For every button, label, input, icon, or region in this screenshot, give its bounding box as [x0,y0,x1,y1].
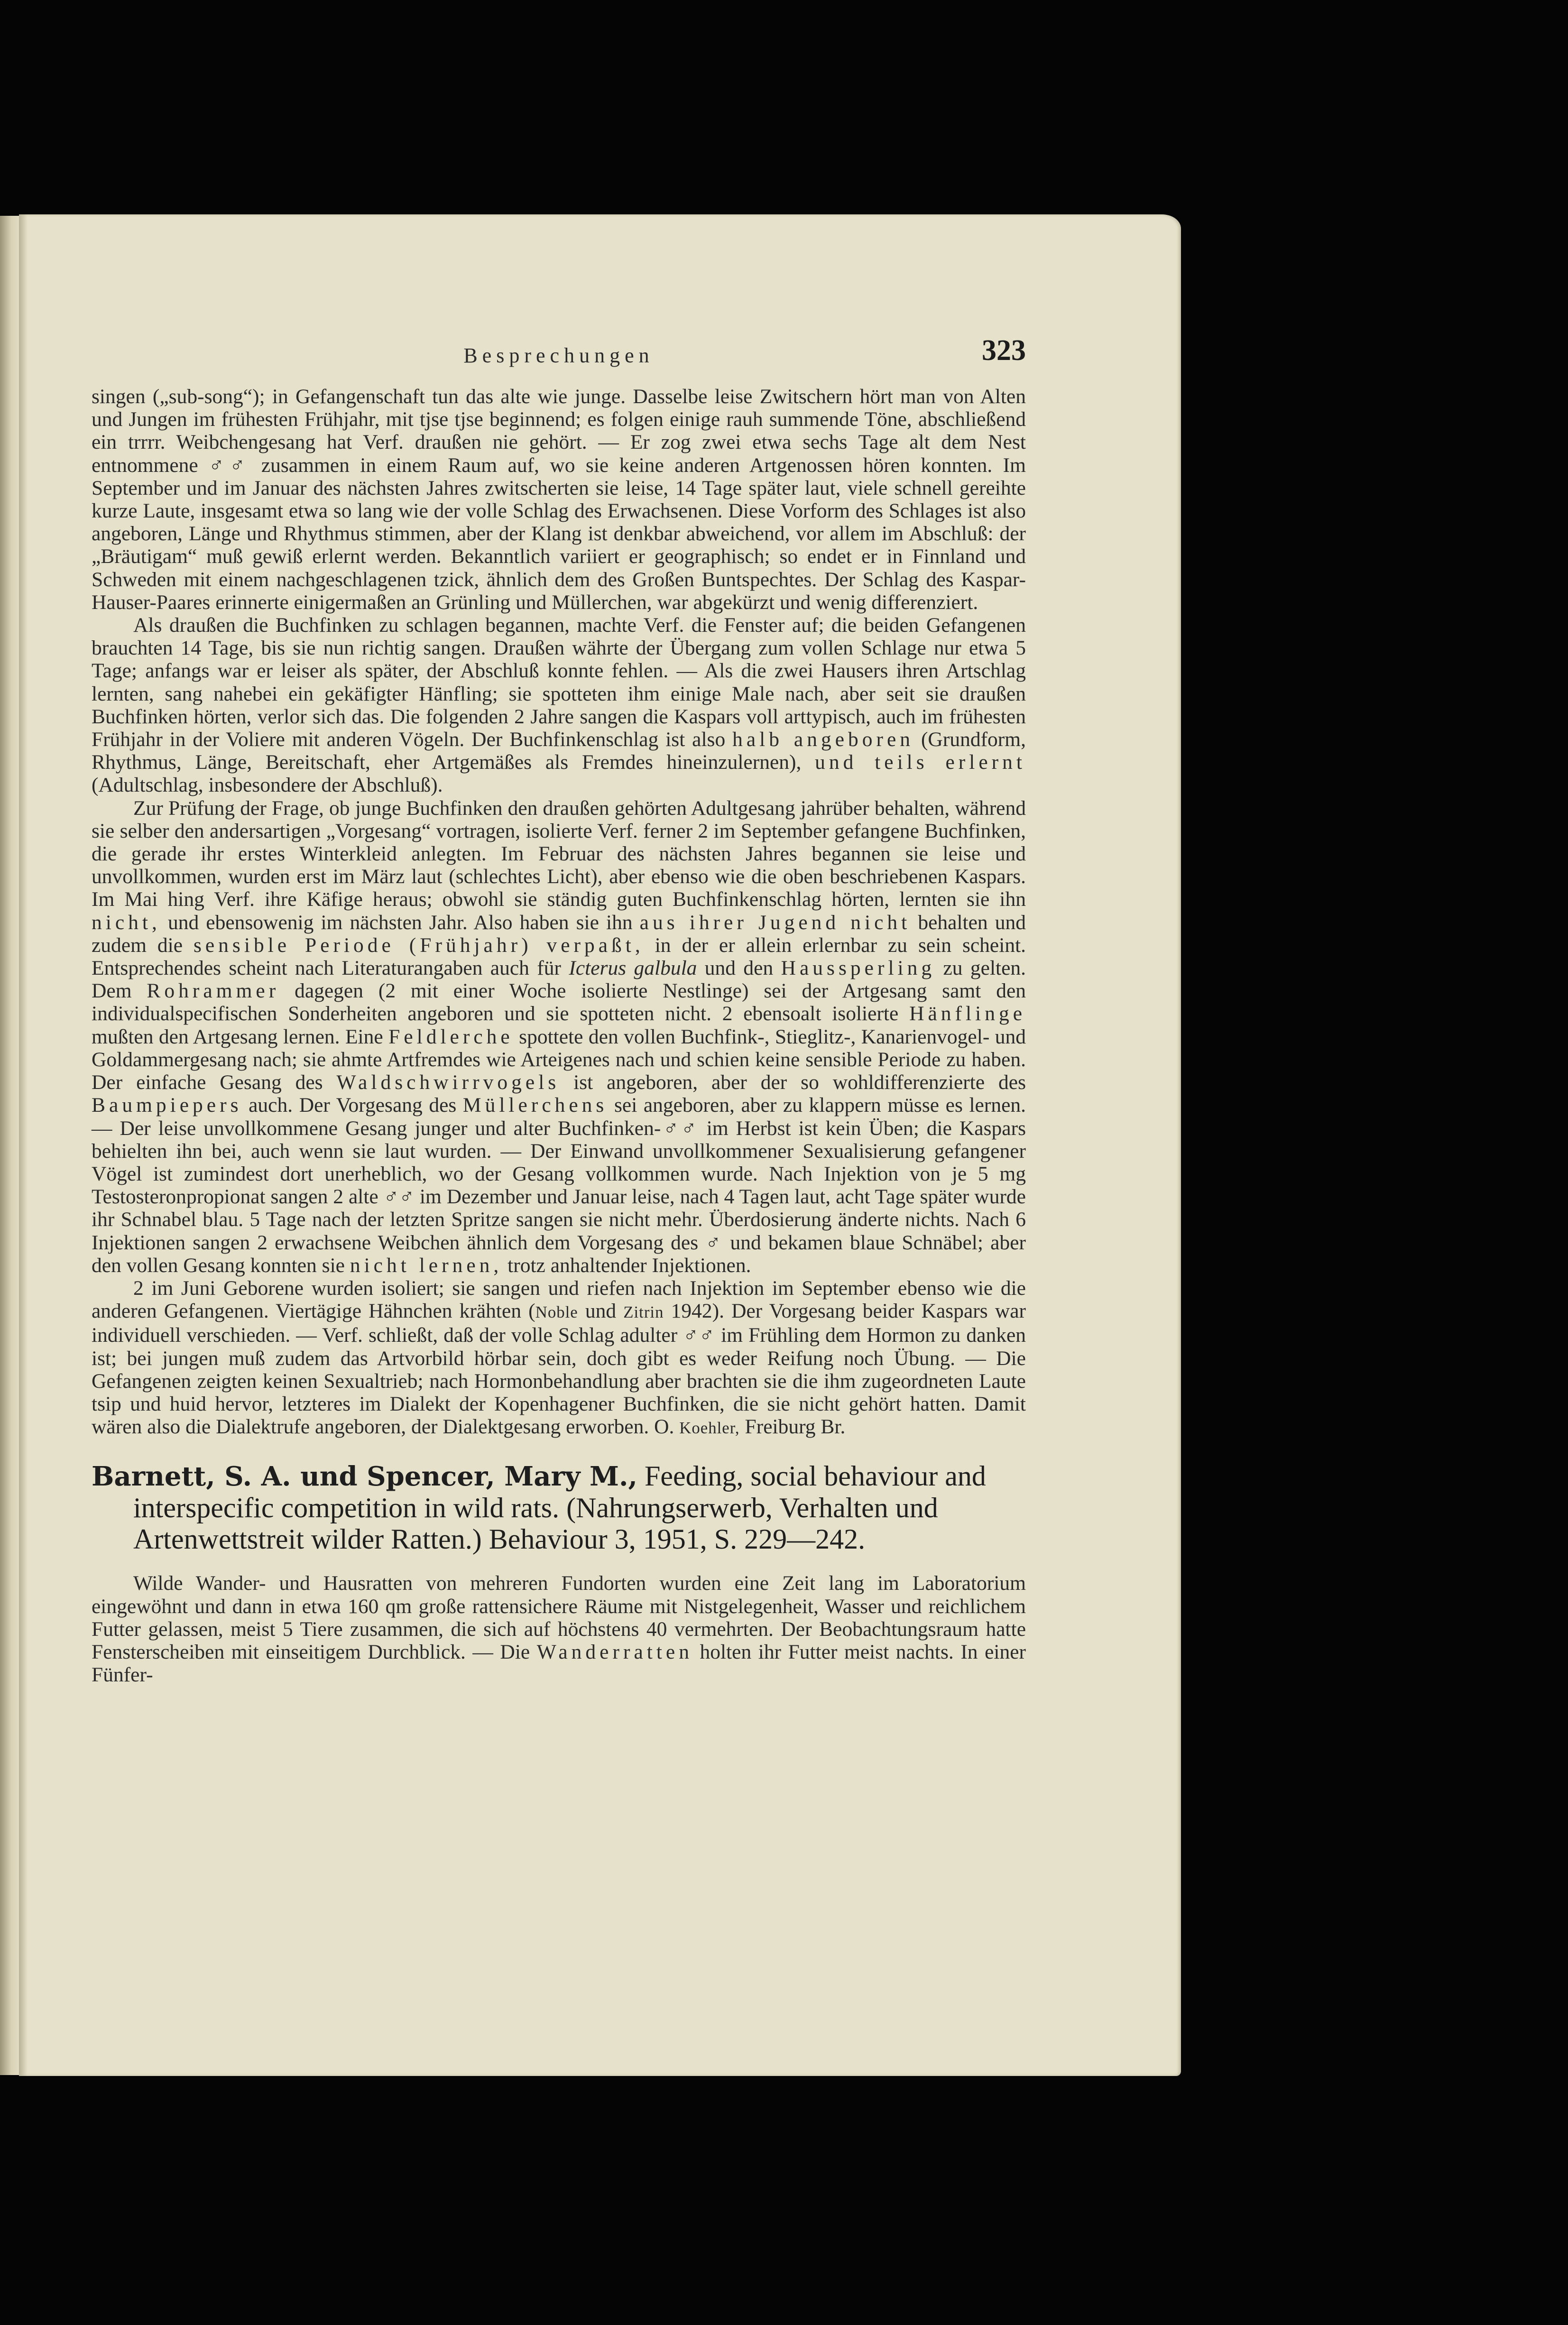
spaced-emphasis: Müllerchens [462,1094,608,1117]
text-run: zu gelten. Dem [92,957,1026,1003]
text-run: mußten den Artgesang lernen. Eine [92,1025,383,1048]
review-authors: Barnett, S. A. und Spencer, Mary M., [92,1461,638,1493]
author-smallcaps: Noble [535,1303,578,1322]
text-run: (Grundform, Rhythmus, Länge, Bereitschaft, eher Artgemäßes als Fremdes hineinzulernen), [92,728,1026,774]
text-run: sei angeboren, aber zu klappern müsse es lernen. — Der leise unvollkommene Gesang junger und alter Buchfinken-♂♂ im Herbst ist kein Üben; die Kaspars behielten ihn bei, auch wenn sie laut wurden. — Der Einwand unvollkommener Sexualisierung gefangener Vögel ist zumindest dort unerheblich, wo der Gesang vollkommen wurde. Nach Injektion von je 5 mg Testosteronpropionat sangen 2 alte ♂♂ im Dezember und Januar leise, nach 4 Tagen laut, acht Tage später wurde ihr Schnabel blau. 5 Tage nach der letzten Spritze sangen sie nicht mehr. Überdosierung änderte nichts. Nach 6 Injektionen sangen 2 erwachsene Weibchen ähnlich dem Vorgesang des ♂ und bekamen blaue Schnäbel; aber den vollen Gesang konnten sie [92,1094,1026,1277]
review-heading [92,1460,1026,1555]
spaced-emphasis: halb angeboren [732,728,914,751]
text-run: Zur Prüfung der Frage, ob junge Buchfinken den draußen gehörten Adultgesang jahrüber behalten, während sie selber den andersartigen „Vorgesang“ vortragen, isolierte Verf. ferner 2 im September gefangene Buchfinken, die gerade ihr erstes Winterkleid anlegten. Im Februar des nächsten Jahres begannen sie leise und unvollkommen, wurden erst im März laut (schlechtes Licht), aber ebenso wie die oben beschriebenen Kaspars. Im Mai hing Verf. ihre Käfige heraus; obwohl sie ständig guten Buchfinkenschlag hörten, lernten sie ihn [92,796,1026,911]
text-run: und [585,1300,617,1323]
page-number: 323 [982,334,1026,367]
paragraph [92,1572,1026,1686]
paragraph [92,614,1026,797]
spaced-emphasis: aus ihrer Jugend nicht [639,911,911,934]
spaced-emphasis: nicht lernen, [350,1254,503,1277]
spaced-emphasis: Wanderratten [536,1640,693,1663]
spaced-emphasis: sensible Periode (Frühjahr) verpaßt, [193,933,644,957]
text-run: ist angeboren, aber der so wohldifferenzierte des [573,1071,1026,1094]
text-run: in der er allein erlernbar zu sein scheint. Entsprechendes scheint nach Literaturangaben auch für [92,933,1026,980]
spaced-emphasis: und teils erlernt [815,751,1026,774]
text-run: und den [704,957,774,980]
spaced-emphasis: Baumpiepers [92,1094,242,1117]
spaced-emphasis: Hänflinge [909,1002,1026,1025]
spaced-emphasis: Feldlerche [388,1025,514,1048]
text-run: und ebensowenig im nächsten Jahr. Also haben sie ihn [167,911,633,934]
body-text [92,385,1026,1686]
spaced-emphasis: Waldschwirrvogels [336,1071,560,1094]
text-run: 1942). Der Vorgesang beider Kaspars war individuell verschieden. — Verf. schließt, daß der volle Schlag adulter ♂♂ im Frühling dem Hormon zu danken ist; bei jungen muß zudem das Artvorbild hörbar sein, doch gibt es weder Reifung noch Übung. — Die Gefangenen zeigten keinen Sexualtrieb; nach Hormonbehandlung aber brachten sie die ihm zugeordneten Laute tsip und huid hervor, letzteres im Dialekt der Kopenhagener Buchfinken, die sie nicht gehört hatten. Damit wären also die Dialektrufe angeboren, der Dialektgesang erworben. O. [92,1300,1026,1439]
text-run: behalten und zudem die [92,911,1026,957]
text-run: (Adultschlag, insbesondere der Abschluß). [92,774,443,797]
text-run: Als draußen die Buchfinken zu schlagen begannen, machte Verf. die Fenster auf; die beiden Gefangenen brauchten 14 Tage, bis sie nun richtig sangen. Draußen währte der Übergang zum vollen Schlage nur etwa 5 Tage; anfangs war er leiser als später, der Abschluß konnte fehlen. — Als die zwei Hausers ihren Artschlag lernten, sang nahebei ein gekäfigter Hänfling; sie spotteten ihm einige Male nach, aber seit sie draußen Buchfinken hörten, verlor sich das. Die folgenden 2 Jahre sangen die Kaspars voll arttypisch, auch im frühesten Frühjahr in der Voliere mit anderen Vögeln. Der Buchfinkenschlag ist also [92,614,1026,751]
text-run: Freiburg Br. [745,1415,846,1439]
text-run: Wilde Wander- und Hausratten von mehreren Fundorten wurden eine Zeit lang im Laboratorium eingewöhnt und dann in etwa 160 qm große rattensichere Räume mit Nistgelegenheit, Wasser und reichlichem Futter gelassen, meist 5 Tiere zusammen, die sich auf höchstens 40 vermehrten. Der Beobachtungsraum hatte Fensterscheiben mit einseitigem Durchblick. — Die [92,1572,1026,1663]
book-page [19,214,1181,2076]
paragraph [92,797,1026,1277]
text-run: 2 im Juni Geborene wurden isoliert; sie sangen und riefen nach Injektion im September ebenso wie die anderen Gefangenen. Viertägige Hähnchen krähten ( [92,1276,1026,1323]
running-title: Besprechungen [463,344,654,367]
page-header [92,334,1026,377]
species-name-italic: Icterus galbula [569,957,697,980]
text-run: spottete den vollen Buchfink-, Stieglitz-, Kanarienvogel- und Goldammergesang nach; sie ahmte Artfremdes wie Arteigenes nach und schien keine sensible Periode zu haben. Der einfache Gesang des [92,1025,1026,1094]
spaced-emphasis: nicht, [92,911,161,934]
adjacent-page-edge [0,216,19,2075]
reviewer-name: Koehler, [679,1419,740,1438]
author-smallcaps: Zitrin [623,1303,664,1322]
text-run: trotz anhaltender Injektionen. [507,1254,751,1277]
text-run: auch. Der Vorgesang des [249,1094,457,1117]
paragraph: singen („sub-song“); in Gefangenschaft tun das alte wie junge. Dasselbe leise Zwitschern hört man von Alten und Jungen im frühesten Frühjahr, mit tjse tjse beginnend; es folgen einige rauh summende Töne, abschließend ein trrrr. Weibchengesang hat Verf. draußen nie gehört. — Er zog zwei etwa sechs Tage alt dem Nest entnommene ♂♂ zusammen in einem Raum auf, wo sie keine anderen Artgenossen hören konnten. Im September und im Januar des nächsten Jahres zwitscherten sie leise, 14 Tage später laut, viele schnell gereihte kurze Laute, insgesamt etwa so lang wie der volle Schlag des Erwachsenen. Diese Vorform des Schlages ist also angeboren, Länge und Rhythmus stimmen, aber der Klang ist denkbar abweichend, vor allem im Abschluß: der „Bräutigam“ muß gewiß erlernt werden. Bekanntlich variiert er geographisch; so endet er in Finnland und Schweden mit einem nachgeschlagenen tzick, ähnlich dem des Großen Buntspechtes. Der Schlag des Kaspar-Hauser-Paares erinnerte einigermaßen an Grünling und Müllerchen, war abgekürzt und wenig differenziert. [92,385,1026,614]
text-run: holten ihr Futter meist nachts. In einer Fünfer- [92,1640,1026,1687]
paragraph [92,1277,1026,1439]
review-citation: Feeding, social behaviour and interspecific competition in wild rats. (Nahrungserwerb, Verhalten und Artenwettstreit wilder Ratten.) Behaviour 3, 1951, S. 229—242. [133,1460,986,1555]
spaced-emphasis: Rohrammer [147,979,280,1003]
spaced-emphasis: Haussperling [781,957,936,980]
text-run: dagegen (2 mit einer Woche isolierte Nestlinge) sei der Artgesang samt den individualspecifischen Sonderheiten angeboren und sie spotteten nicht. 2 ebensoalt isolierte [92,979,1026,1025]
